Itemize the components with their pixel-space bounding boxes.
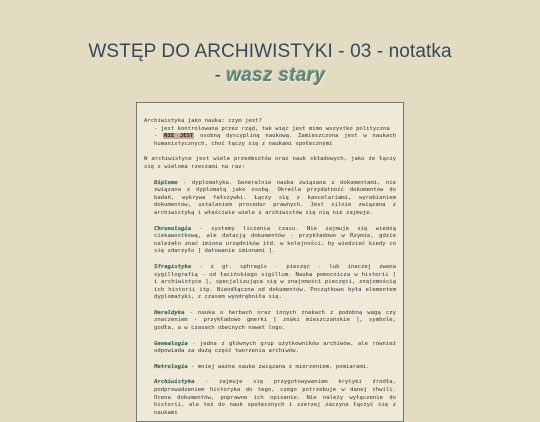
branch-text: - zajmuje się przygotowywaniem krytyki źródła, podprowadzeniem historyka do tego, czego potrzebuje w danej chwili. Ocena dokumentów, poprawne ich opisanie. Nie należy wyłączenie do historii, ale też do nauk społecznych i szerzej zaczyna łączyć się z naukami [154,379,396,416]
page-title: WSTĘP DO ARCHIWISTYKI - 03 - notatka [88,41,452,62]
branch-text: - systemy liczenia czasu. Nie zajmuje się wiedzą ciekawostkową, ale datacją dokumentów - przykładowo w Rzymie, gdzie należało znać imiona urzędników itd. w kolejności, by wiedzieć kiedy co się zdarzyło [ datowanie imionami ]. [154,225,396,255]
branch-text: - mniej ważna nauka związana z mierzeniem, pomiarami. [187,363,370,370]
note-box [136,102,404,422]
branch-term: Metrologia [154,363,188,370]
author-dash: - [214,65,227,86]
branch-text: - nauka o herbach oraz innych znakach z podobną wagą czy znaczeniem - przykładowo gmerki [ znaki mieszczańskie ], symbole, godła, a w czasach obecnych nawet logo. [154,309,396,332]
intro-point-2 [144,133,396,148]
author-name: wasz stary [226,65,326,86]
branch-text: - z gr. sphragis - pieczęć - lub inaczej zwana sygillografią - od łacińskiego sigillum. Nauka pomocnicza w historii [ i archiwistyce ], specjalizująca się w znajomości pieczęci, znajomością ich historii itp. Nieodłączna od dokumentów. Początkowo była elementem dyplomatyki, z czasem wyodrębniła się. [154,263,396,301]
branch-text: - dyplomatyka. Generalnie nauka związana z dokumentami, nie związana z dyplomatą jako osobą. Określa przydatność dokumentów do badań, wykrywa fałszywki. Łączy się z kancelariami, wyrabianiem dokumentów, ustalaniem procedur prawnych. Jest silnie związana z archiwistyką i właściwie wiele z archiwistów się nią nie zajmuje. [154,179,396,216]
intro-point-2-text: osobną dyscypliną naukową. Zamieszczona jest w naukach humanistycznych, choć łączy się z naukami społecznymi [154,133,396,147]
branches-intro: W archiwistyce jest wiele przedmiotów oraz nauk składowych, jako że łączy się z wieloma rzeczami na raz: [144,156,396,170]
branch-item [144,379,396,417]
intro-point-2-dash: - [154,133,164,140]
branch-item [144,310,396,333]
branch-term: Diplome [154,179,178,186]
branch-term: Sfragistyka [154,263,192,270]
highlight-mark: NIE JEST [164,133,194,140]
branch-item [144,364,396,372]
branch-term: Archiwistyka [154,379,195,386]
author-line [0,64,540,87]
intro-question: Archiwistyka jako nauka: czym jest? [144,118,262,124]
branch-item [144,226,396,256]
branch-item [144,264,396,302]
branch-item [144,180,396,218]
branch-term: Heraldyka [154,309,185,316]
branch-item [144,341,396,356]
branch-text: - jedna z głównych grup użytkowników archiwów, ale również odpowiada za dużą część tworzenia archiwów. [154,340,396,355]
branch-term: Chronologia [154,225,192,232]
branch-term: Genealogia [154,340,188,347]
intro-point-1: - jest kontrolowana przez rząd, tak więc jest mimo wszystko polityczna [154,125,390,132]
